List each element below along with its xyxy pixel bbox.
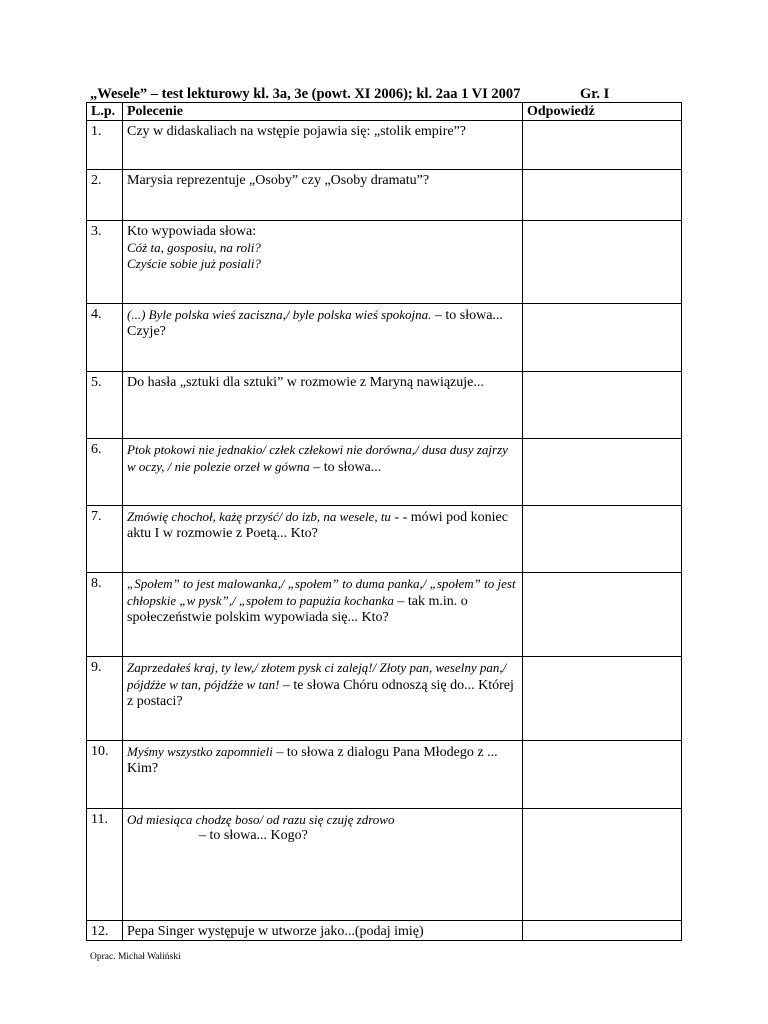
- quote: Zaprzedałeś kraj, ty lew,/ złotem pysk ci zaleją!/ Złoty pan, weselny pan,/ pójdźże w tan, pójdźże w tan!: [127, 660, 507, 692]
- answer-cell[interactable]: [523, 170, 682, 221]
- header-answer: Odpowiedź: [523, 103, 682, 121]
- row-number: 10.: [87, 741, 123, 809]
- answer-cell[interactable]: [523, 221, 682, 304]
- row-number: 5.: [87, 372, 123, 439]
- row-command: Marysia reprezentuje „Osoby” czy „Osoby dramatu”?: [123, 170, 523, 221]
- footer: [90, 952, 181, 962]
- row-command: Myśmy wszystko zapomnieli – to słowa z dialogu Pana Młodego z ... Kim?: [123, 741, 523, 809]
- table-row: [87, 439, 682, 506]
- test-title: [90, 86, 690, 103]
- table-row: [87, 221, 682, 304]
- table-row: [87, 573, 682, 657]
- quote: „Społem” to jest malowanka,/ „społem” to duma panka,/ „społem” to jest chłopskie „w pysk”,/ „społem to papużia kochanka: [127, 576, 516, 608]
- row-number: 12.: [87, 921, 123, 941]
- row-command: Czy w didaskaliach na wstępie pojawia się: „stolik empire”?: [123, 121, 523, 170]
- row-number: 3.: [87, 221, 123, 304]
- answer-cell[interactable]: [523, 506, 682, 573]
- row-number: 11.: [87, 809, 123, 921]
- row-command: Do hasła „sztuki dla sztuki” w rozmowie z Maryną nawiązuje...: [123, 372, 523, 439]
- question-table: [86, 102, 682, 941]
- answer-cell[interactable]: [523, 809, 682, 921]
- table-row: [87, 372, 682, 439]
- row-command: Ptok ptokowi nie jednakio/ człek człekowi nie dorówna,/ dusa dusy zajrzy w oczy, / nie polezie orzeł w gówna – to słowa...: [123, 439, 523, 506]
- answer-cell[interactable]: [523, 439, 682, 506]
- row-number: 2.: [87, 170, 123, 221]
- quote: Czyście sobie już posiali?: [127, 256, 261, 271]
- row-command: Zmówię chochoł, każę przyść/ do izb, na wesele, tu - - mówi pod koniec aktu I w rozmowie z Poetą... Kto?: [123, 506, 523, 573]
- quote: Myśmy wszystko zapomnieli: [127, 744, 273, 759]
- title-text: „Wesele” – test lekturowy kl. 3a, 3e (powt. XI 2006); kl. 2aa 1 VI 2007: [90, 86, 521, 102]
- answer-cell[interactable]: [523, 304, 682, 372]
- row-command: Zaprzedałeś kraj, ty lew,/ złotem pysk ci zaleją!/ Złoty pan, weselny pan,/ pójdźże w tan, pójdźże w tan! – te słowa Chóru odnoszą się do... Której z postaci?: [123, 657, 523, 741]
- header-lp: L.p.: [87, 103, 123, 121]
- table-row: [87, 304, 682, 372]
- table-row: [87, 657, 682, 741]
- row-number: 8.: [87, 573, 123, 657]
- header-command: Polecenie: [123, 103, 523, 121]
- row-command: Kto wypowiada słowa: Cóż ta, gosposiu, na roli? Czyście sobie już posiali?: [123, 221, 523, 304]
- row-number: 7.: [87, 506, 123, 573]
- table-row: [87, 921, 682, 941]
- table-row: [87, 809, 682, 921]
- table-row: [87, 741, 682, 809]
- header-row: [87, 103, 682, 121]
- answer-cell[interactable]: [523, 121, 682, 170]
- row-command: „Społem” to jest malowanka,/ „społem” to duma panka,/ „społem” to jest chłopskie „w pysk”,/ „społem to papużia kochanka – tak m.in. o społeczeństwie polskim wypowiada się... Kto?: [123, 573, 523, 657]
- answer-cell[interactable]: [523, 921, 682, 941]
- quote: Od miesiąca chodzę boso/ od razu się czuję zdrowo: [127, 812, 395, 827]
- row-command: Od miesiąca chodzę boso/ od razu się czuję zdrowo – to słowa... Kogo?: [123, 809, 523, 921]
- quote: (...) Byle polska wieś zaciszna,/ byle polska wieś spokojna.: [127, 307, 432, 322]
- answer-cell[interactable]: [523, 573, 682, 657]
- row-number: 9.: [87, 657, 123, 741]
- answer-cell[interactable]: [523, 372, 682, 439]
- group-label: Gr. I: [580, 86, 610, 102]
- quote: Zmówię chochoł, każę przyść/ do izb, na wesele, tu: [127, 509, 391, 524]
- row-number: 6.: [87, 439, 123, 506]
- row-number: 1.: [87, 121, 123, 170]
- row-command: Pepa Singer występuje w utworze jako...(podaj imię): [123, 921, 523, 941]
- row-command: (...) Byle polska wieś zaciszna,/ byle polska wieś spokojna. – to słowa... Czyje?: [123, 304, 523, 372]
- quote: Ptok ptokowi nie jednakio/ człek człekowi nie dorówna,/ dusa dusy zajrzy w oczy, / nie polezie orzeł w gówna: [127, 442, 508, 474]
- quote: Cóż ta, gosposiu, na roli?: [127, 240, 261, 255]
- row-number: 4.: [87, 304, 123, 372]
- footer-author: Michał Waliński: [117, 952, 181, 962]
- table-row: [87, 121, 682, 170]
- table-row: [87, 506, 682, 573]
- answer-cell[interactable]: [523, 741, 682, 809]
- answer-cell[interactable]: [523, 657, 682, 741]
- table-row: [87, 170, 682, 221]
- footer-label: Oprac.: [90, 952, 116, 962]
